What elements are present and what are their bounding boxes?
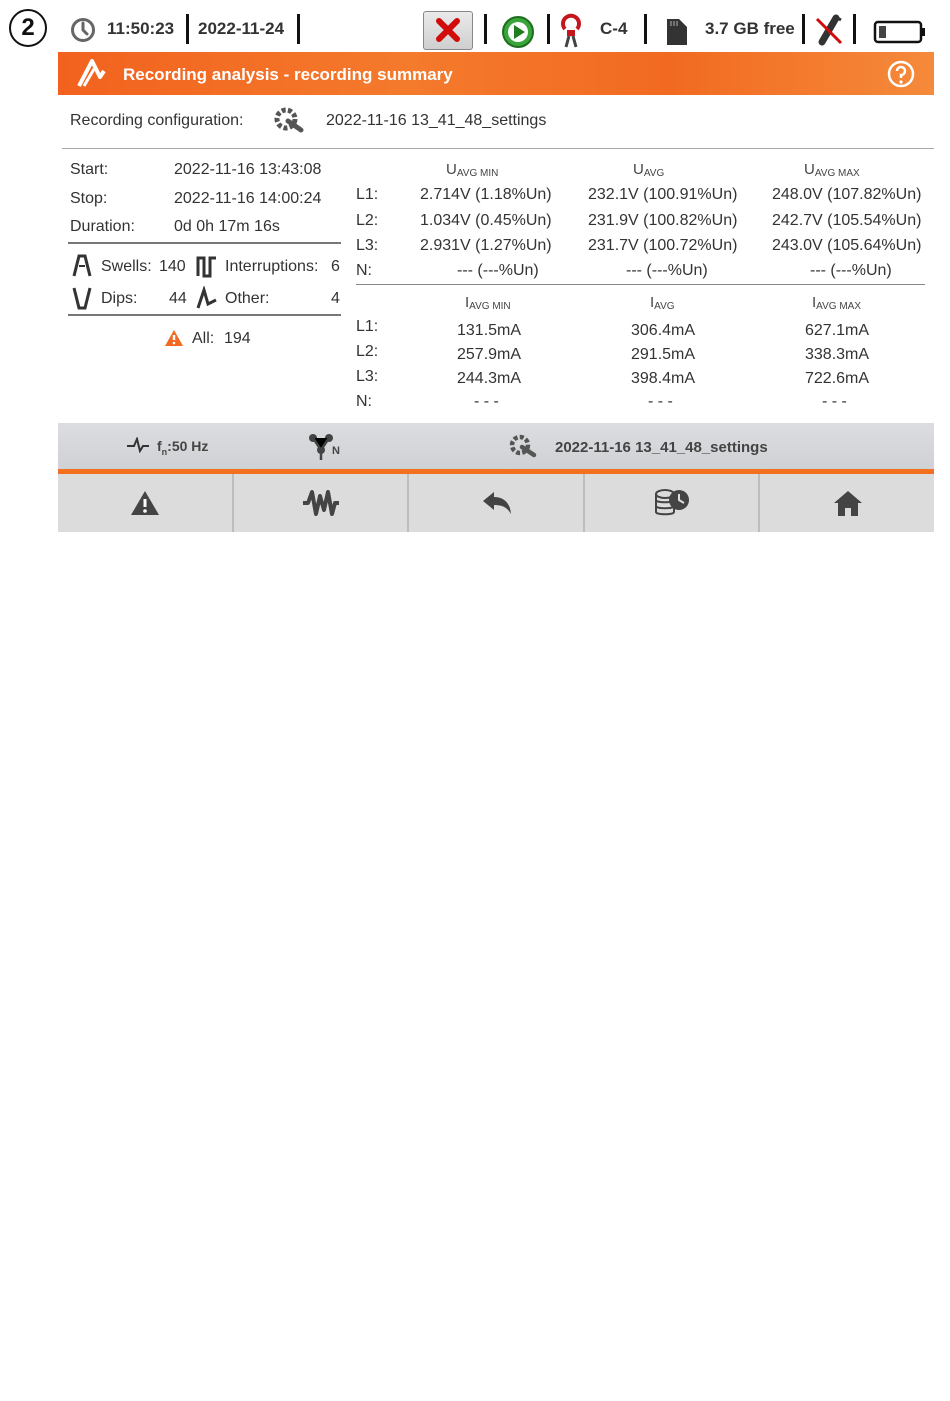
table-cell: 291.5mA xyxy=(631,346,696,363)
row-label-n: N: xyxy=(356,393,372,410)
row-label-l3: L3: xyxy=(356,368,379,385)
waveforms-softkey[interactable] xyxy=(234,474,408,532)
table-cell: --- (---%Un) xyxy=(810,262,892,279)
table-cell: 244.3mA xyxy=(457,370,522,387)
back-softkey[interactable] xyxy=(409,474,583,532)
row-label-n: N: xyxy=(356,262,372,279)
table-cell: 231.9V (100.82%Un) xyxy=(588,212,738,229)
network-n-label: N xyxy=(332,445,340,457)
status-divider xyxy=(853,14,856,44)
divider xyxy=(62,148,934,149)
table-cell: 242.7V (105.54%Un) xyxy=(772,212,922,229)
settings-wrench-icon xyxy=(509,433,539,459)
all-label: All: xyxy=(192,330,215,347)
app-logo-icon xyxy=(76,57,108,89)
table-cell: - - - xyxy=(474,393,499,410)
row-label-l2: L2: xyxy=(356,212,379,229)
table-cell: - - - xyxy=(648,393,673,410)
duration-label: Duration: xyxy=(70,218,135,235)
dip-icon xyxy=(72,286,92,310)
table-cell: 338.3mA xyxy=(805,346,870,363)
status-divider xyxy=(186,14,189,44)
table-cell: 722.6mA xyxy=(805,370,870,387)
table-cell: --- (---%Un) xyxy=(457,262,539,279)
table-cell: --- (---%Un) xyxy=(626,262,708,279)
other-event-icon xyxy=(196,286,218,310)
database-clock-icon xyxy=(653,486,691,520)
stop-recording-button[interactable] xyxy=(423,11,473,50)
home-icon xyxy=(833,489,863,517)
start-label: Start: xyxy=(70,161,109,178)
row-label-l2: L2: xyxy=(356,343,379,360)
data-analysis-softkey[interactable] xyxy=(585,474,759,532)
table-cell: 306.4mA xyxy=(631,322,696,339)
col-header-u-avg-min: $U_{AVG MIN}$ xyxy=(446,161,499,179)
settings-name: 2022-11-16 13_41_48_settings xyxy=(555,439,768,456)
dips-label: Dips: xyxy=(101,290,138,307)
row-label-l1: L1: xyxy=(356,186,379,203)
table-cell: 231.7V (100.72%Un) xyxy=(588,237,738,254)
table-cell: 2.931V (1.27%Un) xyxy=(420,237,552,254)
nominal-frequency: $f_n:50$ Hz xyxy=(157,438,209,457)
swells-value: 140 xyxy=(159,258,186,275)
back-icon xyxy=(481,490,513,516)
status-divider xyxy=(547,14,550,44)
table-cell: 131.5mA xyxy=(457,322,522,339)
table-cell: 627.1mA xyxy=(805,322,870,339)
status-divider xyxy=(644,14,647,44)
sd-card-icon xyxy=(664,15,690,47)
status-divider xyxy=(802,14,805,44)
events-softkey[interactable] xyxy=(58,474,232,532)
clock-icon xyxy=(70,17,96,43)
table-cell: 243.0V (105.64%Un) xyxy=(772,237,922,254)
interruption-icon xyxy=(196,254,218,278)
divider xyxy=(68,314,341,316)
row-label-l3: L3: xyxy=(356,237,379,254)
config-value: 2022-11-16 13_41_48_settings xyxy=(326,112,547,129)
table-cell: 2.714V (1.18%Un) xyxy=(420,186,552,203)
other-value: 4 xyxy=(331,290,340,307)
table-cell: 398.4mA xyxy=(631,370,696,387)
current-clamp-icon xyxy=(559,13,583,49)
waveform-icon xyxy=(301,488,341,518)
stop-value: 2022-11-16 14:00:24 xyxy=(174,190,322,207)
col-header-i-avg: $I_{AVG}$ xyxy=(650,294,675,312)
config-label: Recording configuration: xyxy=(70,112,244,129)
status-divider xyxy=(297,14,300,44)
warning-icon xyxy=(129,489,161,517)
table-cell: 232.1V (100.91%Un) xyxy=(588,186,738,203)
close-icon xyxy=(424,12,472,49)
duration-value: 0d 0h 17m 16s xyxy=(174,218,280,235)
col-header-u-avg: $U_{AVG}$ xyxy=(633,161,665,179)
table-cell: 248.0V (107.82%Un) xyxy=(772,186,922,203)
storage-free: 3.7 GB free xyxy=(705,19,795,38)
other-label: Other: xyxy=(225,290,270,307)
dips-value: 44 xyxy=(169,290,187,307)
home-softkey[interactable] xyxy=(760,474,934,532)
col-header-u-avg-max: $U_{AVG MAX}$ xyxy=(804,161,860,179)
battery-icon xyxy=(873,19,927,45)
play-recording-icon[interactable] xyxy=(501,15,535,49)
divider xyxy=(68,242,341,244)
interruptions-label: Interruptions: xyxy=(225,258,319,275)
table-cell: 1.034V (0.45%Un) xyxy=(420,212,552,229)
swell-icon xyxy=(72,254,92,278)
swells-label: Swells: xyxy=(101,258,152,275)
step-number-badge: 2 xyxy=(9,9,47,47)
interruptions-value: 6 xyxy=(331,258,340,275)
col-header-i-avg-max: $I_{AVG MAX}$ xyxy=(812,294,861,312)
clamp-type: C-4 xyxy=(600,19,628,38)
warning-icon xyxy=(164,329,184,347)
start-value: 2022-11-16 13:43:08 xyxy=(174,161,322,178)
status-time: 11:50:23 xyxy=(107,19,175,38)
table-cell: - - - xyxy=(822,393,847,410)
usb-disconnected-icon xyxy=(812,12,846,48)
status-date: 2022-11-24 xyxy=(198,19,285,38)
frequency-wave-icon xyxy=(126,437,150,453)
page-title: Recording analysis - recording summary xyxy=(123,65,453,84)
title-bar xyxy=(58,52,934,95)
settings-wrench-icon xyxy=(274,106,306,134)
stop-label: Stop: xyxy=(70,190,108,207)
info-bar xyxy=(58,423,934,469)
status-divider xyxy=(484,14,487,44)
all-value: 194 xyxy=(224,330,251,347)
row-label-l1: L1: xyxy=(356,318,379,335)
table-cell: 257.9mA xyxy=(457,346,522,363)
help-icon[interactable] xyxy=(886,59,916,89)
divider xyxy=(356,284,925,285)
col-header-i-avg-min: $I_{AVG MIN}$ xyxy=(465,294,511,312)
